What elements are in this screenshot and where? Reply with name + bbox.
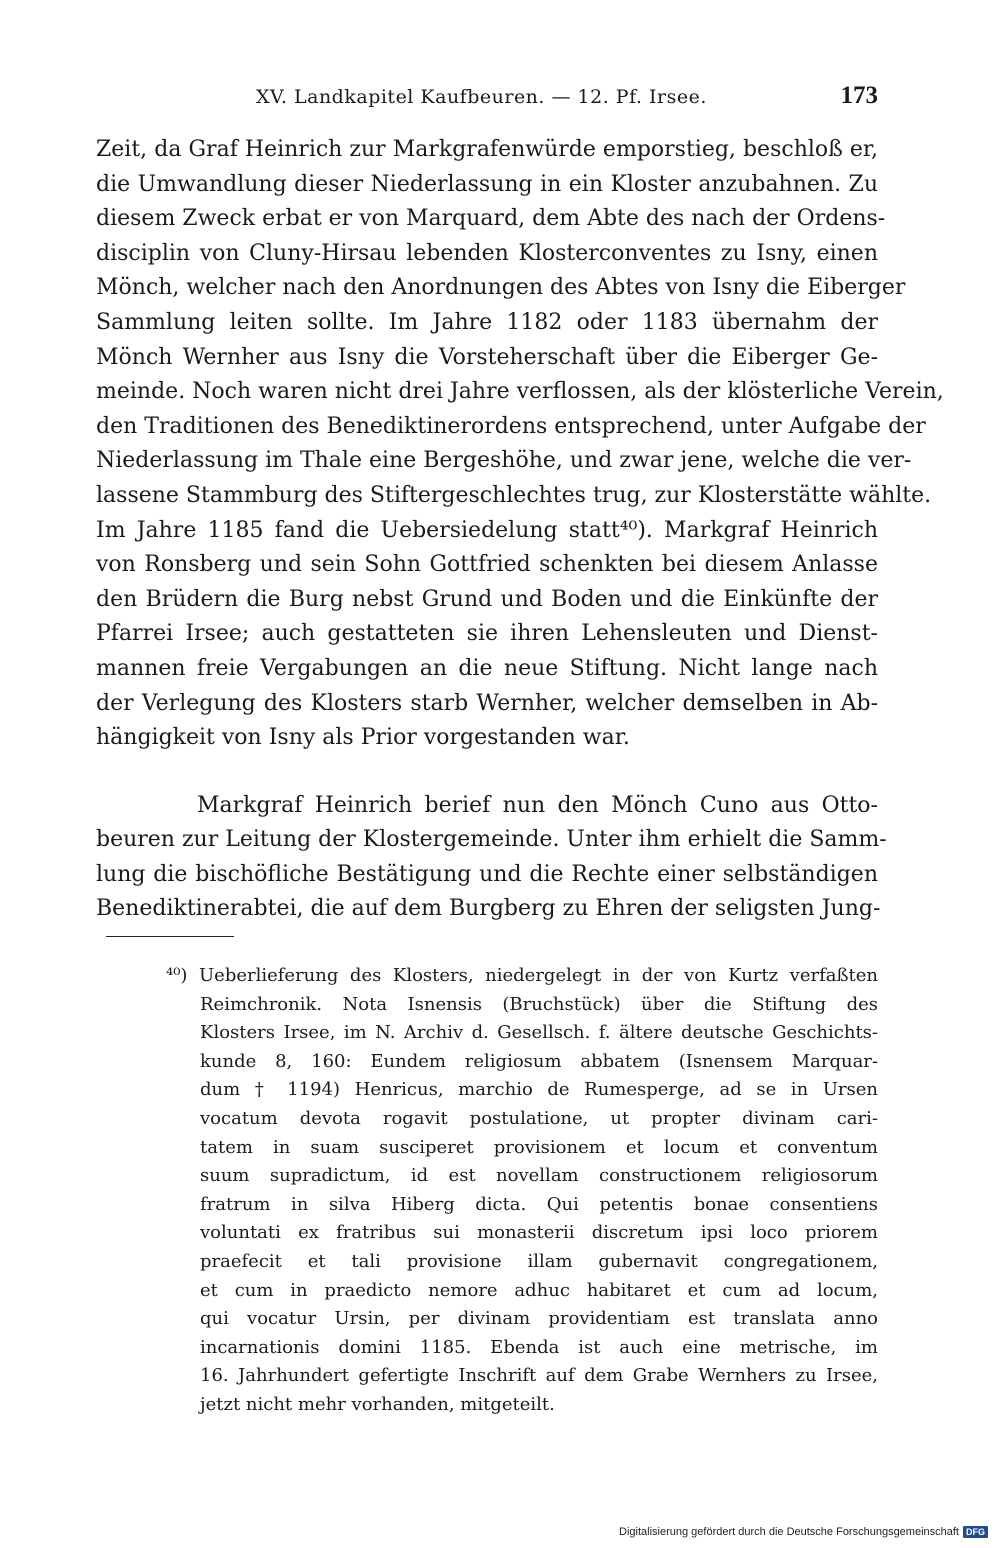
footnote-line: Klosters Irsee, im N. Archiv d. Gesellsch. f. ältere deutsche Geschichts- [200,1022,878,1044]
text-line: Markgraf Heinrich berief nun den Mönch Cuno aus Otto- [197,792,878,818]
text-line: Zeit, da Graf Heinrich zur Markgrafenwürde emporstieg, beschloß er, [96,137,878,162]
text-line: den Traditionen des Benediktinerordens entsprechend, unter Aufgabe der [96,413,926,439]
footnote-line: qui vocatur Ursin, per divinam providentiam est translata anno [200,1308,878,1330]
footnote-line: ⁴⁰) Ueberlieferung des Klosters, niedergelegt in der von Kurtz verfaßten [166,965,878,986]
footnote-line: incarnationis domini 1185. Ebenda ist auch eine metrische, im [200,1336,878,1358]
paragraph-gap [96,756,878,789]
footnote-line: kunde 8, 160: Eundem religiosum abbatem (Isnensem Marquar- [200,1050,878,1072]
text-line: Mönch Wernher aus Isny die Vorsteherschaft über die Eiberger Ge- [96,344,878,370]
footnote-line: fratrum in silva Hiberg dicta. Qui petentis bonae consentiens [200,1193,878,1215]
footnote-line: suum supradictum, id est novellam constructionem religiosorum [200,1165,878,1187]
text-line: Mönch, welcher nach den Anordnungen des Abtes von Isny die Eiberger [96,275,906,301]
text-line: der Verlegung des Klosters starb Wernher, welcher demselben in Ab- [96,690,878,716]
footnote-line: tatem in suam susciperet provisionem et locum et conventum [200,1136,878,1158]
text-line: mannen freie Vergabungen an die neue Stiftung. Nicht lange nach [96,655,878,681]
text-line: Benediktinerabtei, die auf dem Burgberg zu Ehren der seligsten Jung- [96,896,881,922]
text-line: Niederlassung im Thale eine Bergeshöhe, und zwar jene, welche die ver- [96,448,912,474]
text-line: die Umwandlung dieser Niederlassung in ein Kloster anzubahnen. Zu [96,171,878,197]
footnote-line: jetzt nicht mehr vorhanden, mitgeteilt. [200,1393,555,1415]
dfg-logo: DFG [963,1526,988,1538]
text-line: Pfarrei Irsee; auch gestatteten sie ihren Lehensleuten und Dienst- [96,621,878,647]
running-head: XV. Landkapitel Kaufbeuren. — 12. Pf. Irsee. [256,86,707,108]
footnote-40 [166,962,878,1420]
footnote-line: Reimchronik. Nota Isnensis (Bruchstück) über die Stiftung des [200,993,878,1015]
paragraph-1 [96,133,944,756]
page-number: 173 [840,82,878,109]
text-line: hängigkeit von Isny als Prior vorgestanden war. [96,725,630,751]
footnote-line: vocatum devota rogavit postulatione, ut propter divinam cari- [200,1107,878,1129]
text-line: beuren zur Leitung der Klostergemeinde. Unter ihm erhielt die Samm- [96,827,887,853]
text-line: Sammlung leiten sollte. Im Jahre 1182 oder 1183 übernahm der [96,309,878,335]
footnote-line: voluntati ex fratribus sui monasterii discretum ipsi loco priorem [200,1222,878,1244]
footnote-line: praefecit et tali provisione illam gubernavit congregationem, [200,1250,878,1272]
text-line: den Brüdern die Burg nebst Grund und Boden und die Einkünfte der [96,586,878,612]
text-line: disciplin von Cluny-Hirsau lebenden Klosterconventes zu Isny, einen [96,240,878,266]
paragraph-2 [96,789,887,927]
digitization-credit-text: Digitalisierung gefördert durch die Deutsche Forschungsgemeinschaft [619,1526,959,1538]
footnote-separator [106,936,234,937]
footnote-line: et cum in praedicto nemore adhuc habitaret et cum ad locum, [200,1279,878,1301]
footnote-line: dum † 1194) Henricus, marchio de Rumesperge, ad se in Ursen [200,1079,878,1101]
text-line: diesem Zweck erbat er von Marquard, dem Abte des nach der Ordens- [96,206,886,232]
page-header [96,80,878,120]
text-line: lung die bischöfliche Bestätigung und die Rechte einer selbständigen [96,861,878,887]
main-text [96,133,944,927]
text-line: von Ronsberg und sein Sohn Gottfried schenkten bei diesem Anlasse [96,552,878,578]
digitization-credit [619,1526,988,1538]
text-line: lassene Stammburg des Stiftergeschlechtes trug, zur Klosterstätte wählte. [96,482,932,508]
text-line: meinde. Noch waren nicht drei Jahre verflossen, als der klösterliche Verein, [96,379,944,405]
footnote-reference-line: Im Jahre 1185 fand die Uebersiedelung statt⁴⁰). Markgraf Heinrich [96,517,878,543]
footnote-line: 16. Jahrhundert gefertigte Inschrift auf dem Grabe Wernhers zu Irsee, [200,1365,878,1387]
